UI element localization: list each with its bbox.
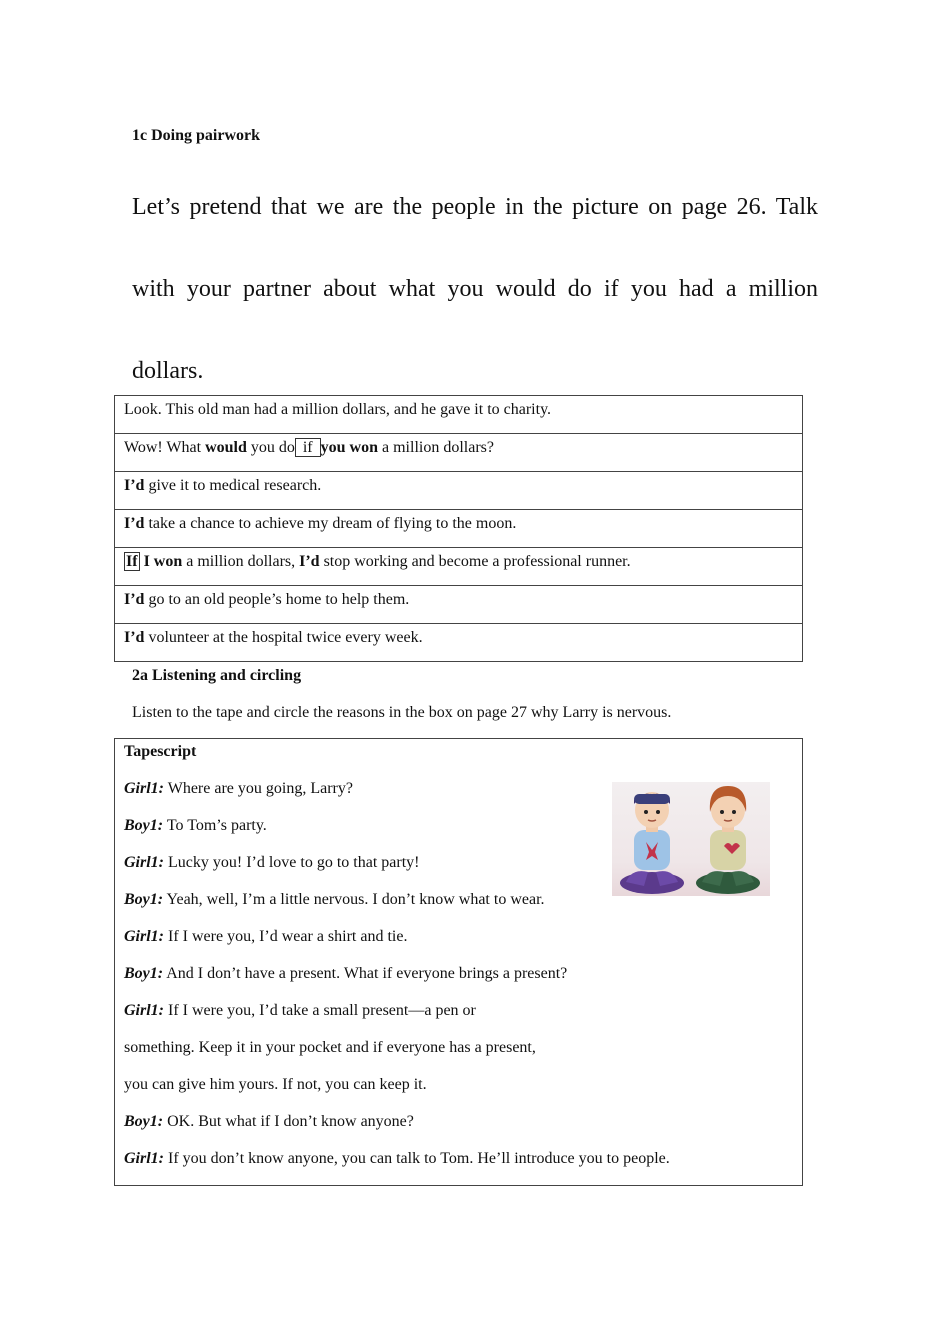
dialogue-cell <box>115 586 803 624</box>
speaker-label: Girl1: <box>124 1002 164 1019</box>
dialogue-text: take a chance to achieve my dream of flying to the moon. <box>144 515 517 532</box>
tapescript-line <box>124 1039 536 1057</box>
section-1c-title: 1c Doing pairwork <box>132 127 260 144</box>
tapescript-line <box>124 965 567 983</box>
line-text: Lucky you! I’d love to go to that party! <box>164 854 420 871</box>
line-text: Yeah, well, I’m a little nervous. I don’t know what to wear. <box>163 891 545 908</box>
dialogue-row <box>115 472 803 510</box>
dialogue-text: I’d <box>124 515 145 532</box>
dialogue-cell <box>115 472 803 510</box>
speaker-label: Girl1: <box>124 1150 164 1167</box>
speaker-label: Boy1: <box>124 1113 164 1130</box>
dialogue-cell <box>115 434 803 472</box>
dialogue-text: volunteer at the hospital twice every week. <box>144 629 423 646</box>
section-2a-instruction: Listen to the tape and circle the reasons in the box on page 27 why Larry is nervous. <box>132 704 672 721</box>
speaker-label: Boy1: <box>124 965 164 982</box>
tapescript-line <box>124 1076 427 1094</box>
tapescript-line <box>124 854 420 872</box>
dialogue-cell <box>115 510 803 548</box>
line-text: If I were you, I’d wear a shirt and tie. <box>164 928 408 945</box>
dialogue-text: Wow! What <box>124 439 206 456</box>
line-text: Where are you going, Larry? <box>164 780 353 797</box>
speaker-label: Girl1: <box>124 780 164 797</box>
line-text: And I don’t have a present. What if everyone brings a present? <box>163 965 568 982</box>
figurines-image <box>612 782 770 896</box>
dialogue-text: stop working and become a professional runner. <box>319 553 631 570</box>
section-2a-title: 2a Listening and circling <box>132 667 302 684</box>
speaker-label: Girl1: <box>124 928 164 945</box>
tapescript-line <box>124 928 407 946</box>
dialogue-text: I’d <box>124 591 145 608</box>
line-text: If I were you, I’d take a small present—a pen or <box>164 1002 476 1019</box>
tapescript-box <box>114 738 803 1186</box>
dialogue-text: would <box>205 439 247 456</box>
tapescript-line <box>124 1002 476 1020</box>
dialogue-text: you won <box>320 439 378 456</box>
tapescript-line <box>124 1113 414 1131</box>
tapescript-line <box>124 817 267 835</box>
boxed-keyword: If <box>126 553 138 570</box>
line-text: you can give him yours. If not, you can keep it. <box>124 1076 427 1093</box>
boxed-keyword: if <box>295 438 321 457</box>
boy-and-girl-figurines-icon <box>612 782 770 896</box>
dialogue-text: I’d <box>299 553 320 570</box>
speaker-label: Boy1: <box>124 817 164 834</box>
tapescript-title: Tapescript <box>124 743 197 760</box>
dialogue-text: a million dollars, <box>182 553 300 570</box>
speaker-label: Boy1: <box>124 891 164 908</box>
dialogue-row <box>115 510 803 548</box>
dialogue-text: Look. This old man had a million dollars, and he gave it to charity. <box>124 401 552 418</box>
dialogue-text: I won <box>139 553 183 570</box>
dialogue-text: I’d <box>124 629 145 646</box>
dialogue-row <box>115 548 803 586</box>
dialogue-cell <box>115 624 803 662</box>
dialogue-row <box>115 396 803 434</box>
dialogue-cell <box>115 548 803 586</box>
dialogue-text: you do <box>246 439 295 456</box>
dialogue-text: I’d <box>124 477 145 494</box>
section-1c-instruction: Let’s pretend that we are the people in the picture on page 26. Talk with your partner about what you would do if you had a million dollars. <box>132 194 818 384</box>
dialogue-row <box>115 624 803 662</box>
tapescript-line <box>124 891 545 909</box>
speaker-label: Girl1: <box>124 854 164 871</box>
dialogue-text: go to an old people’s home to help them. <box>144 591 410 608</box>
line-text: something. Keep it in your pocket and if everyone has a present, <box>124 1039 536 1056</box>
tapescript-line <box>124 780 353 798</box>
line-text: If you don’t know anyone, you can talk to Tom. He’ll introduce you to people. <box>164 1150 670 1167</box>
tapescript-line <box>124 1150 670 1168</box>
dialogue-row <box>115 434 803 472</box>
dialogue-text: a million dollars? <box>378 439 494 456</box>
dialogue-text: give it to medical research. <box>144 477 322 494</box>
dialogue-cell <box>115 396 803 434</box>
line-text: OK. But what if I don’t know anyone? <box>163 1113 414 1130</box>
dialogue-table <box>114 395 803 662</box>
line-text: To Tom’s party. <box>163 817 267 834</box>
dialogue-row <box>115 586 803 624</box>
